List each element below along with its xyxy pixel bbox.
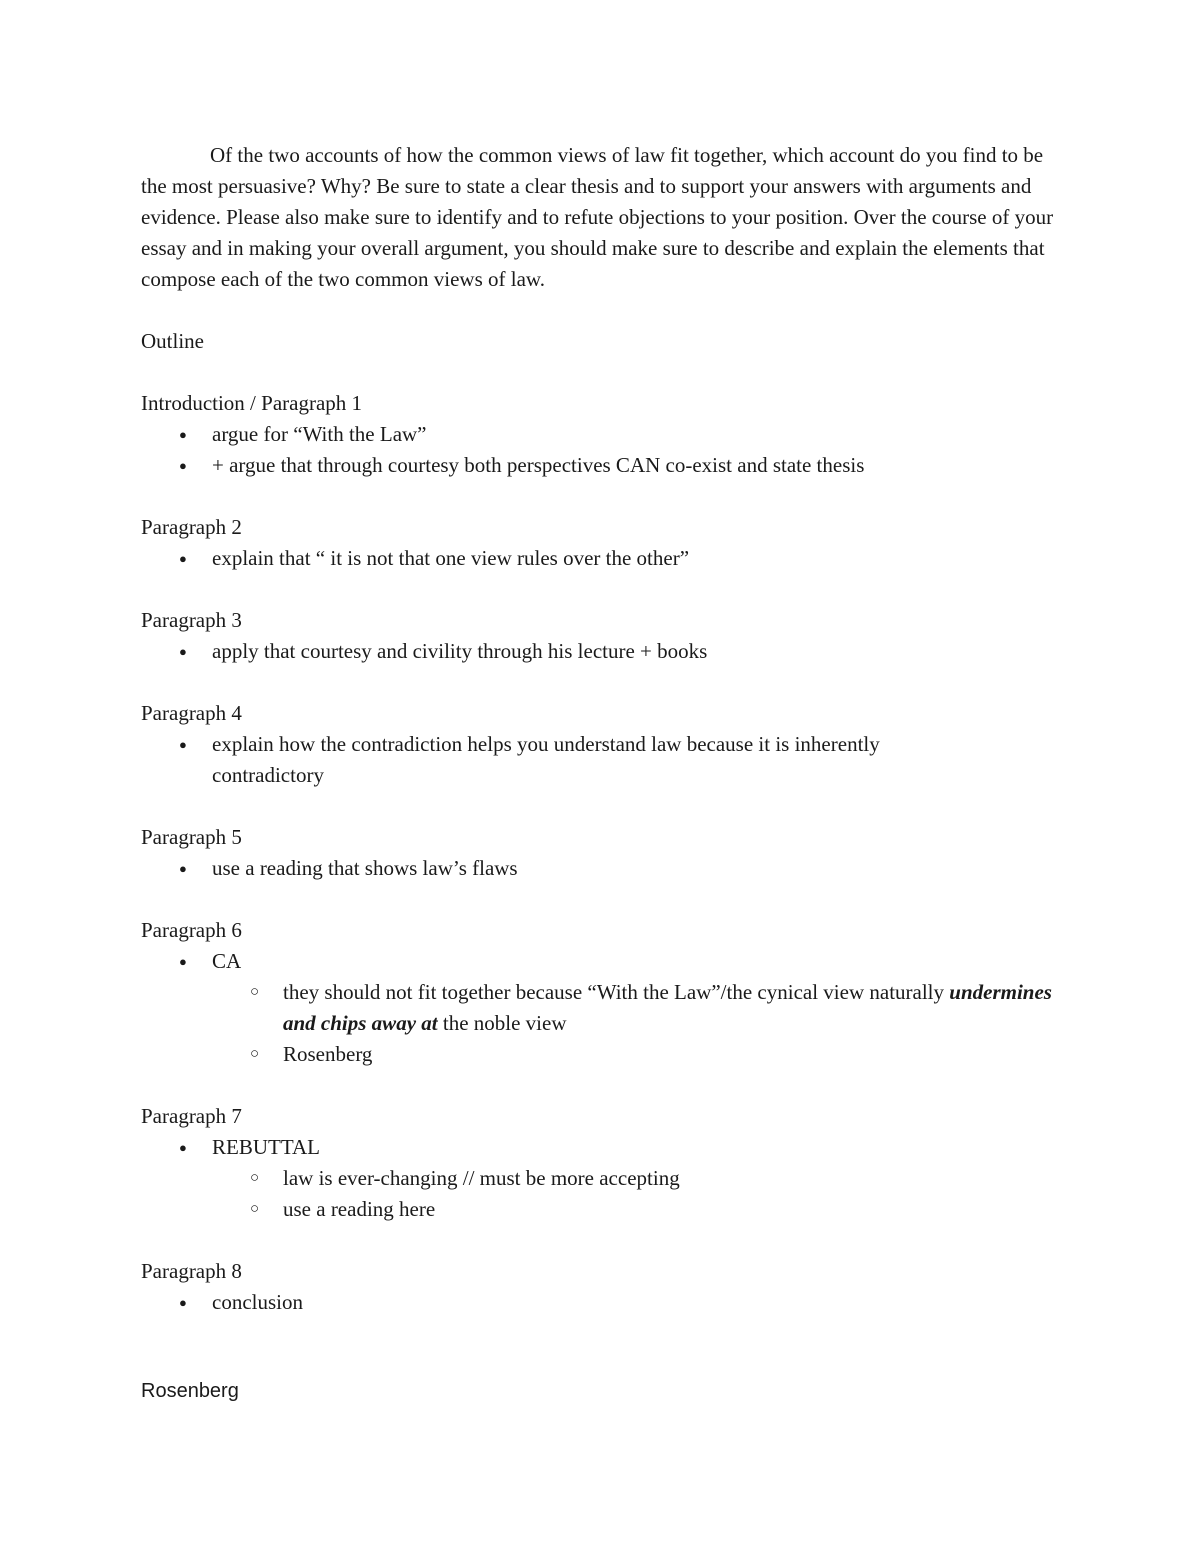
list-item: ● + argue that through courtesy both perspectives CAN co-exist and state thesis xyxy=(141,450,1061,481)
list-item: ● CA ○ they should not fit together because “With the Law”/the cynical view naturally undermines and chips away at the noble view ○ Rosenberg xyxy=(141,946,1061,1070)
outline-label: Outline xyxy=(141,329,204,353)
p5-bullet-list xyxy=(141,853,1061,884)
list-item: ● conclusion xyxy=(141,1287,1061,1318)
hollow-bullet-icon: ○ xyxy=(250,1046,260,1062)
p7-sub-list xyxy=(212,1163,1061,1225)
sub-list-item: ○ they should not fit together because “With the Law”/the cynical view naturally undermines and chips away at the noble view xyxy=(212,977,1061,1039)
list-item: ● use a reading that shows law’s flaws xyxy=(141,853,1061,884)
section-heading-p6: Paragraph 6 xyxy=(141,918,242,942)
hollow-bullet-icon: ○ xyxy=(250,984,260,1000)
section-heading-p7: Paragraph 7 xyxy=(141,1104,242,1128)
essay-prompt: Of the two accounts of how the common views of law fit together, which account do you find to be the most persuasive? Why? Be sure to state a clear thesis and to support your answers with arguments and evidence. Please also make sure to identify and to refute objections to your position. Over the course of your essay and in making your overall argument, you should make sure to describe and explain the elements that compose each of the two common views of law. xyxy=(141,143,1054,291)
p2-bullet-list xyxy=(141,543,1061,574)
p4-bullet-list xyxy=(141,729,1061,791)
sub-list-item: ○ use a reading here xyxy=(212,1194,1061,1225)
section-heading-p5: Paragraph 5 xyxy=(141,825,242,849)
bullet-icon: ● xyxy=(179,551,187,566)
list-item: ● REBUTTAL ○ law is ever-changing // must be more accepting ○ use a reading here xyxy=(141,1132,1061,1225)
p6-sub-list xyxy=(212,977,1061,1070)
list-item: ● apply that courtesy and civility through his lecture + books xyxy=(141,636,1061,667)
bullet-icon: ● xyxy=(179,1295,187,1310)
footer-note: Rosenberg xyxy=(141,1380,239,1402)
emphasized-phrase: undermines and chips away at xyxy=(283,980,1052,1035)
list-item: ● explain that “ it is not that one view rules over the other” xyxy=(141,543,1061,574)
section-heading-p4: Paragraph 4 xyxy=(141,701,242,725)
bullet-icon: ● xyxy=(179,737,187,752)
sub-list-item: ○ law is ever-changing // must be more accepting xyxy=(212,1163,1061,1194)
bullet-icon: ● xyxy=(179,427,187,442)
section-heading-p3: Paragraph 3 xyxy=(141,608,242,632)
bullet-icon: ● xyxy=(179,954,187,969)
p7-bullet-list xyxy=(141,1132,1061,1225)
bullet-icon: ● xyxy=(179,1140,187,1155)
p6-bullet-list xyxy=(141,946,1061,1070)
intro-bullet-list xyxy=(141,419,1061,481)
bullet-icon: ● xyxy=(179,644,187,659)
list-item: ● explain how the contradiction helps you understand law because it is inherently contradictory xyxy=(141,729,972,791)
p8-bullet-list xyxy=(141,1287,1061,1318)
section-heading-intro: Introduction / Paragraph 1 xyxy=(141,391,363,415)
bullet-icon: ● xyxy=(179,458,187,473)
bullet-icon: ● xyxy=(179,861,187,876)
section-heading-p2: Paragraph 2 xyxy=(141,515,242,539)
hollow-bullet-icon: ○ xyxy=(250,1201,260,1217)
sub-list-item: ○ Rosenberg xyxy=(212,1039,1061,1070)
list-item: ● argue for “With the Law” xyxy=(141,419,1061,450)
document-page xyxy=(141,140,1061,1318)
hollow-bullet-icon: ○ xyxy=(250,1170,260,1186)
p3-bullet-list xyxy=(141,636,1061,667)
section-heading-p8: Paragraph 8 xyxy=(141,1259,242,1283)
